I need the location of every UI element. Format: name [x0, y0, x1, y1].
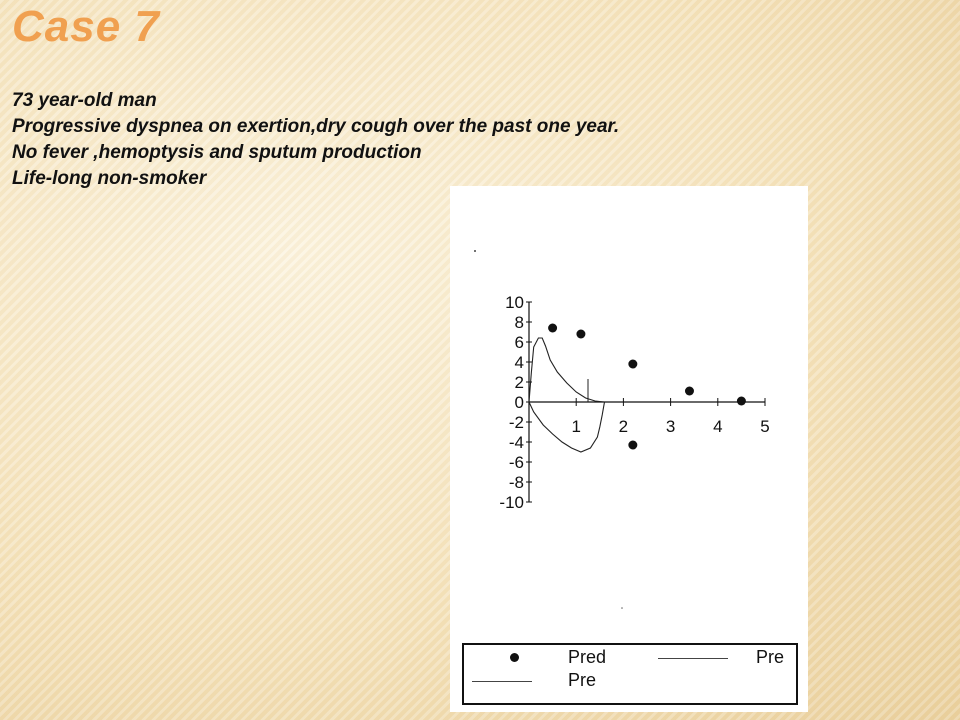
x-tick-label: 2 [618, 417, 629, 436]
case-line-smoking: Life-long non-smoker [12, 168, 207, 189]
data-point-pred [576, 330, 585, 339]
y-tick-label: 4 [514, 353, 524, 372]
y-tick-label: -2 [508, 413, 524, 432]
y-tick-label: -8 [508, 473, 524, 492]
case-description [12, 88, 619, 192]
case-line-negatives: No fever ,hemoptysis and sputum production [12, 142, 422, 163]
legend-label-pre-2: Pre [568, 670, 597, 690]
data-point-pred [628, 441, 637, 450]
case-line-symptoms: Progressive dyspnea on exertion,dry cough over the past one year. [12, 116, 620, 137]
scan-speck [474, 250, 476, 252]
y-tick-label: -6 [508, 453, 524, 472]
y-tick-label: 6 [514, 333, 524, 352]
chart-plot-area [450, 186, 808, 636]
y-tick-label: -4 [508, 433, 524, 452]
y-tick-label: 8 [514, 313, 524, 332]
series-pre-curve-1 [529, 338, 605, 402]
data-point-pred [685, 387, 694, 396]
y-tick-label: 10 [505, 293, 524, 312]
data-point-pred [628, 360, 637, 369]
legend-label-pre-1: Pre [756, 647, 785, 667]
x-tick-label: 4 [713, 417, 723, 436]
y-tick-label: -10 [499, 493, 524, 512]
legend-pre-line-2 [472, 681, 532, 682]
x-tick-label: 5 [760, 417, 770, 436]
x-tick-label: 3 [665, 417, 676, 436]
legend-label-pred: Pred [568, 647, 607, 667]
flow-volume-chart [450, 186, 808, 712]
chart-legend [462, 643, 798, 705]
data-point-pred [737, 397, 746, 406]
y-tick-label: 0 [514, 393, 524, 412]
y-tick-label: 2 [514, 373, 524, 392]
legend-pre-line-1 [658, 658, 728, 659]
legend-pred-marker [510, 653, 519, 662]
series-pre-curve-2 [529, 402, 605, 452]
slide-title: Case 7 [12, 2, 160, 51]
x-tick-label: 1 [571, 417, 581, 436]
data-point-pred [548, 324, 557, 333]
case-line-age: 73 year-old man [12, 90, 157, 111]
scan-speck [621, 607, 623, 609]
